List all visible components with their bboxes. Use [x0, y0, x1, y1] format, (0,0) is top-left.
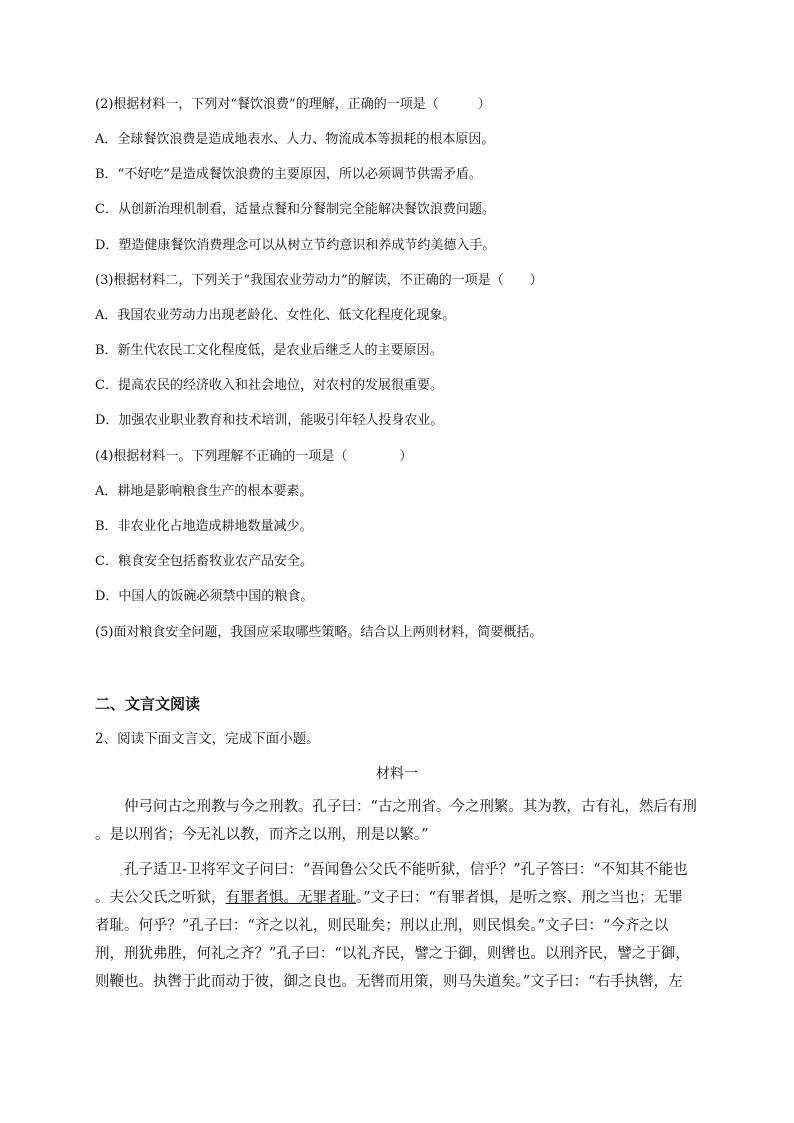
- question-2-option-c: C．从创新治理机制看，适量点餐和分餐制完全能解决餐饮浪费问题。: [95, 202, 495, 217]
- question-3-option-b: B．新生代农民工文化程度低，是农业后继乏人的主要原因。: [95, 343, 443, 358]
- question-5-stem: (5)面对粮食安全问题，我国应采取哪些策略。结合以上两则材料，简要概括。: [95, 625, 543, 640]
- material-paragraph-1: [95, 793, 695, 849]
- material-paragraph-2: [95, 856, 695, 996]
- section-heading: 二、文言文阅读: [95, 695, 201, 713]
- paragraph-2-line-3: 者耻。何乎？”孔子曰：“齐之以礼，则民耻矣；刑以止刑，则民惧矣。”文子曰：“今齐之以: [95, 918, 669, 934]
- question-4-option-d: D．中国人的饭碗必须禁中国的粮食。: [95, 589, 314, 604]
- question-4-option-c: C．粮食安全包括畜牧业农产品安全。: [95, 554, 313, 569]
- paragraph-2-line-4: 刑，刑犹弗胜，何礼之齐？”孔子曰：“以礼齐民，譬之于御，则辔也。以刑齐民，譬之于御，: [95, 946, 690, 962]
- question-4-option-a: A．耕地是影响粮食生产的根本要素。: [95, 484, 313, 499]
- question-3-option-d: D．加强农业职业教育和技术培训，能吸引年轻人投身农业。: [95, 413, 444, 428]
- material-title: 材料一: [376, 766, 418, 782]
- question-3-stem: (3)根据材料二，下列关于“我国农业劳动力”的解读，不正确的一项是（ ）: [95, 273, 543, 288]
- paragraph-1-line-2: 。是以刑省；今无礼以教，而齐之以刑，刑是以繁。”: [95, 827, 429, 843]
- question-2-option-b: B．“不好吃”是造成餐饮浪费的主要原因，所以必须调节供需矛盾。: [95, 167, 482, 182]
- question-3-option-a: A．我国农业劳动力出现老龄化、女性化、低文化程度化现象。: [95, 308, 456, 323]
- underlined-phrase: 有罪者惧。无罪者耻: [225, 890, 356, 906]
- paragraph-1-line-1: 仲弓问古之刑教与今之刑教。孔子曰：“古之刑省。今之刑繁。其为教，古有礼，然后有刑: [124, 799, 697, 815]
- question-4-option-b: B．非农业化占地造成耕地数量减少。: [95, 519, 313, 534]
- question-3-option-c: C．提高农民的经济收入和社会地位，对农村的发展很重要。: [95, 378, 443, 393]
- paragraph-2-line-5: 则鞭也。执辔于此而动于彼，御之良也。无辔而用策，则马失道矣。”文子曰：“右手执辔，左: [95, 974, 683, 990]
- paragraph-2-line-2-end: 。”文子曰：“有罪者惧，是听之察、刑之当也；无罪: [356, 890, 683, 906]
- question-2-option-a: A．全球餐饮浪费是造成地表水、人力、物流成本等损耗的根本原因。: [95, 132, 495, 147]
- question-2-stem: (2)根据材料一，下列对“餐饮浪费”的理解，正确的一项是（ ）: [95, 97, 491, 112]
- paragraph-2-line-2: [95, 884, 695, 912]
- paragraph-2-line-1: 孔子适卫-卫将军文子问曰：“吾闻鲁公父氏不能听狱，信乎？”孔子答曰：“不知其不能也: [124, 862, 688, 878]
- question-4-stem: (4)根据材料一。下列理解不正确的一项是（ ）: [95, 449, 413, 464]
- paragraph-2-line-2-start: 。夫公父氏之听狱，: [95, 890, 226, 906]
- question-2-option-d: D．塑造健康餐饮消费理念可以从树立节约意识和养成节约美德入手。: [95, 238, 496, 253]
- section-instruction: 2、阅读下面文言文，完成下面小题。: [95, 731, 320, 747]
